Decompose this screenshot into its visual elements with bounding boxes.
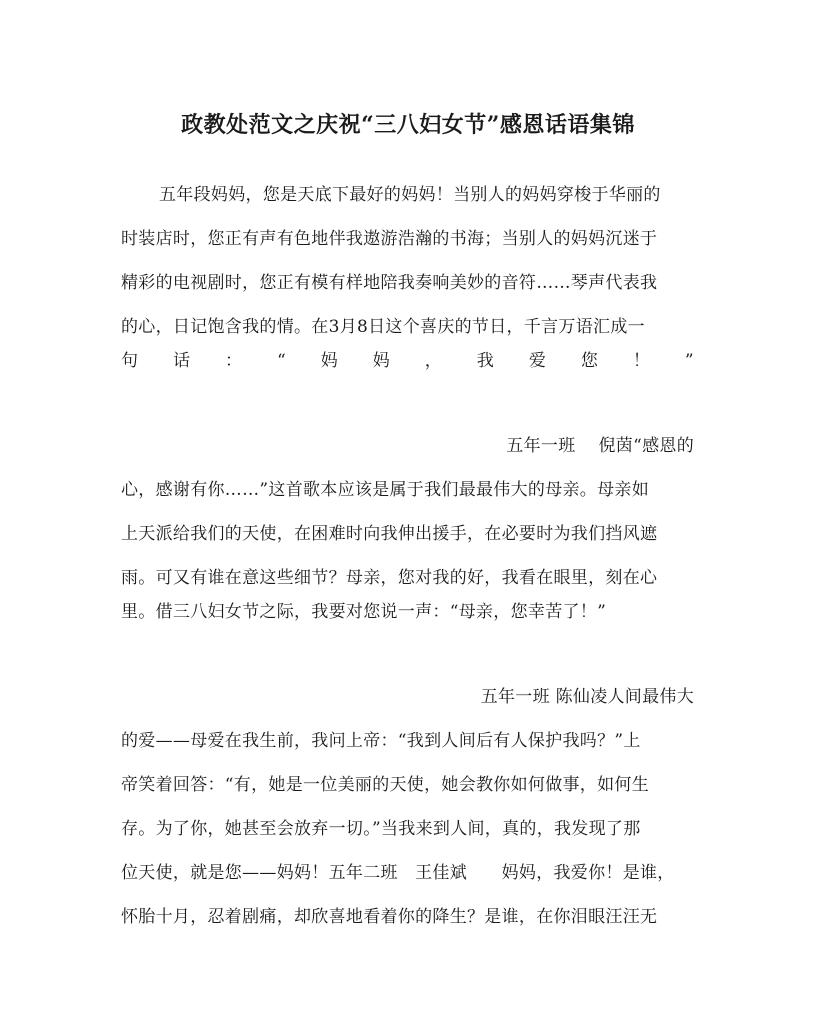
author-line: 五年一班 倪茵“感恩的 — [506, 436, 694, 456]
spaced-char: 句 — [121, 351, 139, 371]
spaced-char: 话 — [173, 351, 191, 371]
paragraph-line: 时装店时，您正有声有色地伴我遨游浩瀚的书海；当别人的妈妈沉迷于 — [121, 229, 658, 249]
paragraph-line: 的爱——母爱在我生前，我问上帝：“我到人间后有人保护我吗？”上 — [121, 731, 641, 751]
paragraph-line: 雨。可又有谁在意这些细节？母亲，您对我的好，我看在眼里，刻在心 — [121, 568, 658, 588]
spaced-char: ， — [424, 351, 443, 371]
paragraph-line: 精彩的电视剧时，您正有模有样地陪我奏响美妙的音符……琴声代表我 — [121, 273, 658, 293]
paragraph-line: 心，感谢有你……”这首歌本应该是属于我们最最伟大的母亲。母亲如 — [121, 480, 649, 500]
paragraph-line: 上天派给我们的天使，在困难时向我伸出援手，在必要时为我们挡风遮 — [121, 524, 658, 544]
paragraph-line: 里。借三八妇女节之际，我要对您说一声：“母亲，您幸苦了！” — [121, 602, 607, 622]
paragraph-line: 位天使，就是您——妈妈！五年二班 王佳斌 妈妈，我爱你！是谁， — [121, 863, 675, 883]
spaced-char: 我 — [476, 351, 495, 371]
paragraph-line: 怀胎十月，忍着剧痛，却欣喜地看着你的降生？是谁，在你泪眼汪汪无 — [121, 907, 658, 927]
spaced-char: 妈 — [320, 351, 339, 371]
spaced-char: 爱 — [528, 351, 547, 371]
paragraph-line: 帝笑着回答：“有，她是一位美丽的天使，她会教你如何做事，如何生 — [121, 775, 649, 795]
author-line: 五年一班 陈仙凌人间最伟大 — [480, 687, 694, 707]
spaced-char: 妈 — [372, 351, 391, 371]
spaced-char: “ — [277, 351, 287, 371]
paragraph-line: 的心，日记饱含我的情。在3月8日这个喜庆的节日，千言万语汇成一 — [121, 317, 645, 337]
spaced-char: ！ — [632, 351, 651, 371]
spaced-char: ” — [684, 351, 694, 371]
spaced-line — [121, 349, 694, 373]
spaced-char: 您 — [580, 351, 599, 371]
spaced-char: ： — [225, 351, 243, 371]
document-title: 政教处范文之庆祝“三八妇女节”感恩话语集锦 — [181, 112, 635, 138]
paragraph-line: 存。为了你，她甚至会放弃一切。”当我来到人间，真的，我发现了那 — [121, 819, 641, 839]
paragraph-line: 五年段妈妈，您是天底下最好的妈妈！当别人的妈妈穿梭于华丽的 — [159, 185, 661, 205]
